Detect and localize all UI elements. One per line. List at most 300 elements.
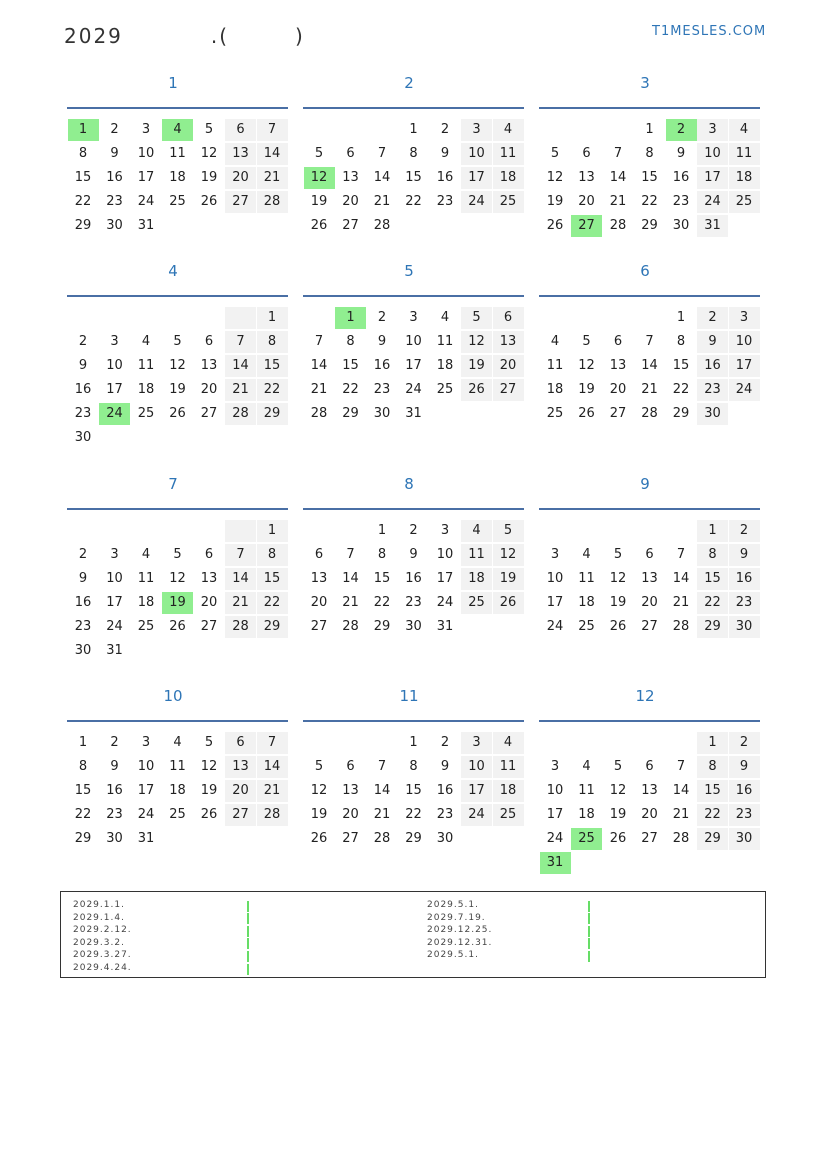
day-cell: 18 bbox=[137, 382, 155, 397]
day-cell: 6 bbox=[613, 334, 623, 349]
day-cell: 27 bbox=[342, 218, 359, 233]
day-cell: 11 bbox=[493, 143, 524, 165]
day-cell: 9 bbox=[409, 547, 418, 562]
day-cell: 20 bbox=[310, 595, 328, 610]
day-cell: 22 bbox=[405, 194, 422, 209]
day-cell: 25 bbox=[461, 592, 492, 614]
day-cell: 4 bbox=[550, 334, 560, 349]
day-cell: 7 bbox=[676, 759, 686, 774]
day-cell: 30 bbox=[672, 218, 690, 233]
day-cell: 27 bbox=[225, 191, 256, 213]
day-cell: 26 bbox=[169, 406, 186, 421]
day-cell: 9 bbox=[729, 756, 760, 778]
day-cell: 23 bbox=[729, 804, 760, 826]
holiday-date: 2029.1.4. bbox=[73, 912, 125, 923]
day-cell: 14 bbox=[342, 571, 359, 586]
day-cell: 20 bbox=[225, 167, 256, 189]
day-cell: 24 bbox=[697, 191, 728, 213]
site-logo-link[interactable]: T1MESLES.COM bbox=[652, 24, 767, 39]
day-cell: 13 bbox=[342, 170, 359, 185]
day-cell: 10 bbox=[729, 331, 760, 353]
day-cell: 28 bbox=[609, 218, 627, 233]
day-cell: 5 bbox=[461, 307, 492, 329]
day-cell: 5 bbox=[204, 122, 214, 137]
holiday-list bbox=[60, 891, 766, 978]
day-cell: 8 bbox=[257, 331, 288, 353]
day-cell: 12 bbox=[304, 167, 335, 189]
day-cell: 30 bbox=[74, 643, 92, 658]
day-cell: 5 bbox=[613, 759, 623, 774]
month-divider bbox=[539, 295, 760, 297]
day-cell: 9 bbox=[697, 331, 728, 353]
day-cell: 4 bbox=[582, 759, 591, 774]
month-divider bbox=[539, 107, 760, 109]
day-cell: 13 bbox=[225, 756, 256, 778]
day-cell: 7 bbox=[314, 334, 324, 349]
day-cell: 2 bbox=[110, 735, 119, 750]
day-cell: 16 bbox=[405, 571, 422, 586]
day-cell: 21 bbox=[257, 780, 288, 802]
day-cell: 30 bbox=[106, 218, 123, 233]
day-cell: 21 bbox=[342, 595, 359, 610]
day-cell: 25 bbox=[493, 804, 524, 826]
day-cell: 27 bbox=[609, 406, 627, 421]
day-cell: 24 bbox=[461, 191, 492, 213]
day-cell: 27 bbox=[342, 831, 359, 846]
day-cell: 14 bbox=[310, 358, 328, 373]
day-cell: 20 bbox=[493, 355, 524, 377]
holiday-marker bbox=[247, 913, 249, 924]
day-cell: 3 bbox=[550, 547, 560, 562]
day-cell: 2 bbox=[666, 119, 697, 141]
day-cell: 23 bbox=[106, 807, 123, 822]
month-divider bbox=[303, 720, 524, 722]
day-cell: 4 bbox=[141, 547, 151, 562]
day-cell: 21 bbox=[609, 194, 627, 209]
month-divider bbox=[67, 295, 288, 297]
day-cell: 15 bbox=[74, 783, 92, 798]
day-cell: 26 bbox=[200, 194, 218, 209]
day-cell: 1 bbox=[377, 523, 387, 538]
day-cell: 13 bbox=[225, 143, 256, 165]
day-cell: 5 bbox=[493, 520, 524, 542]
day-cell: 29 bbox=[405, 831, 422, 846]
day-cell: 15 bbox=[672, 358, 690, 373]
day-cell: 26 bbox=[169, 619, 186, 634]
day-cell: 17 bbox=[546, 807, 564, 822]
holiday-date: 2029.7.19. bbox=[427, 912, 486, 923]
month-title: 12 bbox=[635, 687, 655, 705]
month-title: 4 bbox=[168, 262, 178, 280]
day-cell: 28 bbox=[373, 831, 391, 846]
day-cell: 27 bbox=[641, 831, 658, 846]
holiday-marker bbox=[588, 901, 590, 912]
day-cell: 1 bbox=[409, 122, 418, 137]
holiday-date: 2029.4.24. bbox=[73, 963, 132, 973]
day-cell: 20 bbox=[342, 194, 359, 209]
day-cell: 17 bbox=[461, 167, 492, 189]
day-cell: 16 bbox=[106, 783, 123, 798]
day-cell: 11 bbox=[137, 571, 155, 586]
day-cell: 1 bbox=[645, 122, 654, 137]
day-cell: 30 bbox=[697, 403, 728, 425]
holiday-marker bbox=[588, 951, 590, 962]
day-cell: 10 bbox=[697, 143, 728, 165]
day-cell: 27 bbox=[641, 619, 658, 634]
holiday-marker bbox=[247, 926, 249, 937]
month-divider bbox=[303, 295, 524, 297]
day-cell: 12 bbox=[461, 331, 492, 353]
day-cell: 10 bbox=[106, 358, 123, 373]
day-cell: 18 bbox=[578, 807, 595, 822]
day-cell: 14 bbox=[257, 143, 288, 165]
day-cell: 2 bbox=[377, 310, 387, 325]
day-cell: 25 bbox=[137, 406, 155, 421]
month-divider bbox=[539, 720, 760, 722]
day-cell: 28 bbox=[672, 831, 690, 846]
day-cell: 25 bbox=[137, 619, 155, 634]
day-cell: 22 bbox=[74, 807, 92, 822]
day-cell: 20 bbox=[200, 595, 218, 610]
day-cell: 25 bbox=[169, 194, 186, 209]
day-cell: 29 bbox=[373, 619, 391, 634]
day-cell: 2 bbox=[110, 122, 119, 137]
day-cell: 8 bbox=[409, 146, 418, 161]
day-cell: 18 bbox=[169, 783, 186, 798]
day-cell: 3 bbox=[409, 310, 418, 325]
month-title: 9 bbox=[640, 475, 650, 493]
day-cell: 22 bbox=[257, 379, 288, 401]
day-cell: 9 bbox=[377, 334, 387, 349]
day-cell: 23 bbox=[672, 194, 690, 209]
day-cell: 22 bbox=[74, 194, 92, 209]
day-cell: 19 bbox=[200, 783, 218, 798]
day-cell: 7 bbox=[645, 334, 654, 349]
day-cell: 3 bbox=[110, 334, 119, 349]
day-cell: 29 bbox=[641, 218, 658, 233]
day-cell: 6 bbox=[346, 759, 355, 774]
day-cell: 29 bbox=[342, 406, 359, 421]
day-cell: 17 bbox=[436, 571, 454, 586]
day-cell: 26 bbox=[609, 831, 627, 846]
day-cell: 11 bbox=[493, 756, 524, 778]
page-title: 2029 .( ) bbox=[64, 24, 305, 48]
day-cell: 13 bbox=[200, 571, 218, 586]
day-cell: 4 bbox=[729, 119, 760, 141]
day-cell: 21 bbox=[373, 807, 391, 822]
day-cell: 6 bbox=[582, 146, 591, 161]
day-cell: 11 bbox=[169, 146, 186, 161]
day-cell: 19 bbox=[578, 382, 595, 397]
day-cell: 2 bbox=[440, 735, 450, 750]
day-cell: 23 bbox=[729, 592, 760, 614]
day-cell: 8 bbox=[645, 146, 654, 161]
day-cell: 24 bbox=[405, 382, 422, 397]
day-cell: 3 bbox=[550, 759, 560, 774]
day-cell: 5 bbox=[173, 547, 182, 562]
day-cell: 17 bbox=[137, 783, 155, 798]
day-cell: 25 bbox=[729, 191, 760, 213]
day-cell: 15 bbox=[257, 568, 288, 590]
day-cell: 17 bbox=[461, 780, 492, 802]
holiday-date: 2029.12.25. bbox=[427, 925, 493, 936]
day-cell: 1 bbox=[68, 119, 99, 141]
day-cell: 15 bbox=[405, 170, 422, 185]
day-cell: 6 bbox=[314, 547, 324, 562]
day-cell: 10 bbox=[436, 547, 454, 562]
day-cell: 26 bbox=[461, 379, 492, 401]
day-cell: 15 bbox=[697, 568, 728, 590]
day-cell: 23 bbox=[405, 595, 422, 610]
empty-weekend-cell bbox=[225, 520, 256, 542]
day-cell: 21 bbox=[641, 382, 658, 397]
day-cell: 27 bbox=[571, 215, 602, 237]
day-cell: 9 bbox=[676, 146, 686, 161]
day-cell: 24 bbox=[436, 595, 454, 610]
day-cell: 11 bbox=[578, 571, 595, 586]
day-cell: 29 bbox=[672, 406, 690, 421]
day-cell: 28 bbox=[373, 218, 391, 233]
day-cell: 6 bbox=[204, 334, 214, 349]
day-cell: 9 bbox=[78, 571, 88, 586]
holiday-marker bbox=[247, 964, 249, 975]
day-cell: 3 bbox=[461, 732, 492, 754]
holiday-marker bbox=[588, 926, 590, 937]
day-cell: 31 bbox=[405, 406, 422, 421]
day-cell: 14 bbox=[225, 355, 256, 377]
day-cell: 17 bbox=[729, 355, 760, 377]
day-cell: 9 bbox=[440, 146, 450, 161]
day-cell: 23 bbox=[74, 406, 92, 421]
day-cell: 1 bbox=[257, 307, 288, 329]
day-cell: 19 bbox=[162, 592, 193, 614]
day-cell: 13 bbox=[342, 783, 359, 798]
day-cell: 10 bbox=[461, 756, 492, 778]
day-cell: 7 bbox=[377, 759, 387, 774]
month-divider bbox=[67, 508, 288, 510]
day-cell: 18 bbox=[729, 167, 760, 189]
day-cell: 8 bbox=[697, 544, 728, 566]
day-cell: 1 bbox=[78, 735, 88, 750]
day-cell: 23 bbox=[436, 807, 454, 822]
day-cell: 3 bbox=[697, 119, 728, 141]
day-cell: 18 bbox=[169, 170, 186, 185]
holiday-date: 2029.2.12. bbox=[73, 925, 132, 936]
day-cell: 20 bbox=[578, 194, 595, 209]
empty-weekend-cell bbox=[225, 307, 256, 329]
day-cell: 18 bbox=[461, 568, 492, 590]
day-cell: 20 bbox=[609, 382, 627, 397]
day-cell: 26 bbox=[578, 406, 595, 421]
day-cell: 23 bbox=[106, 194, 123, 209]
day-cell: 16 bbox=[729, 568, 760, 590]
day-cell: 30 bbox=[74, 430, 92, 445]
day-cell: 30 bbox=[729, 616, 760, 638]
holiday-marker bbox=[247, 901, 249, 912]
day-cell: 22 bbox=[373, 595, 391, 610]
day-cell: 24 bbox=[546, 619, 564, 634]
holiday-marker bbox=[588, 938, 590, 949]
day-cell: 4 bbox=[582, 547, 591, 562]
day-cell: 22 bbox=[342, 382, 359, 397]
holiday-marker bbox=[247, 951, 249, 962]
day-cell: 22 bbox=[641, 194, 658, 209]
day-cell: 28 bbox=[225, 616, 256, 638]
day-cell: 5 bbox=[314, 146, 324, 161]
day-cell: 7 bbox=[225, 544, 256, 566]
day-cell: 9 bbox=[110, 759, 119, 774]
month-divider bbox=[303, 107, 524, 109]
day-cell: 28 bbox=[342, 619, 359, 634]
day-cell: 31 bbox=[106, 643, 123, 658]
day-cell: 2 bbox=[409, 523, 418, 538]
day-cell: 19 bbox=[310, 194, 328, 209]
day-cell: 25 bbox=[571, 828, 602, 850]
day-cell: 27 bbox=[493, 379, 524, 401]
day-cell: 23 bbox=[74, 619, 92, 634]
day-cell: 17 bbox=[106, 382, 123, 397]
day-cell: 9 bbox=[440, 759, 450, 774]
day-cell: 24 bbox=[546, 831, 564, 846]
day-cell: 1 bbox=[697, 520, 728, 542]
day-cell: 4 bbox=[461, 520, 492, 542]
day-cell: 8 bbox=[676, 334, 686, 349]
day-cell: 7 bbox=[225, 331, 256, 353]
month-title: 7 bbox=[168, 475, 178, 493]
day-cell: 24 bbox=[137, 807, 155, 822]
day-cell: 14 bbox=[672, 571, 690, 586]
day-cell: 14 bbox=[257, 756, 288, 778]
day-cell: 15 bbox=[641, 170, 658, 185]
day-cell: 14 bbox=[373, 783, 391, 798]
day-cell: 22 bbox=[697, 804, 728, 826]
day-cell: 18 bbox=[493, 780, 524, 802]
day-cell: 20 bbox=[641, 807, 658, 822]
day-cell: 5 bbox=[204, 735, 214, 750]
day-cell: 19 bbox=[200, 170, 218, 185]
month-divider bbox=[539, 508, 760, 510]
day-cell: 26 bbox=[310, 831, 328, 846]
day-cell: 7 bbox=[676, 547, 686, 562]
day-cell: 15 bbox=[373, 571, 391, 586]
day-cell: 13 bbox=[609, 358, 627, 373]
day-cell: 1 bbox=[335, 307, 366, 329]
day-cell: 30 bbox=[436, 831, 454, 846]
day-cell: 13 bbox=[641, 783, 658, 798]
day-cell: 28 bbox=[257, 191, 288, 213]
day-cell: 18 bbox=[436, 358, 454, 373]
day-cell: 4 bbox=[440, 310, 450, 325]
day-cell: 27 bbox=[310, 619, 328, 634]
day-cell: 31 bbox=[436, 619, 454, 634]
month-title: 10 bbox=[163, 687, 183, 705]
day-cell: 14 bbox=[641, 358, 658, 373]
day-cell: 2 bbox=[440, 122, 450, 137]
day-cell: 29 bbox=[74, 831, 92, 846]
day-cell: 13 bbox=[200, 358, 218, 373]
day-cell: 21 bbox=[310, 382, 328, 397]
day-cell: 2 bbox=[697, 307, 728, 329]
day-cell: 5 bbox=[550, 146, 560, 161]
day-cell: 7 bbox=[613, 146, 623, 161]
day-cell: 5 bbox=[314, 759, 324, 774]
day-cell: 4 bbox=[493, 732, 524, 754]
day-cell: 10 bbox=[405, 334, 422, 349]
day-cell: 19 bbox=[609, 595, 627, 610]
day-cell: 3 bbox=[141, 735, 151, 750]
day-cell: 13 bbox=[641, 571, 658, 586]
day-cell: 3 bbox=[110, 547, 119, 562]
day-cell: 3 bbox=[141, 122, 151, 137]
day-cell: 24 bbox=[729, 379, 760, 401]
day-cell: 21 bbox=[373, 194, 391, 209]
day-cell: 18 bbox=[546, 382, 564, 397]
day-cell: 18 bbox=[493, 167, 524, 189]
day-cell: 27 bbox=[200, 619, 218, 634]
holiday-date: 2029.12.31. bbox=[427, 937, 493, 948]
day-cell: 12 bbox=[200, 146, 218, 161]
day-cell: 1 bbox=[257, 520, 288, 542]
day-cell: 18 bbox=[137, 595, 155, 610]
day-cell: 27 bbox=[225, 804, 256, 826]
day-cell: 22 bbox=[672, 382, 690, 397]
day-cell: 13 bbox=[493, 331, 524, 353]
day-cell: 31 bbox=[137, 831, 155, 846]
day-cell: 4 bbox=[173, 735, 182, 750]
day-cell: 9 bbox=[78, 358, 88, 373]
day-cell: 10 bbox=[461, 143, 492, 165]
month-title: 11 bbox=[399, 687, 419, 705]
holiday-marker bbox=[247, 938, 249, 949]
day-cell: 23 bbox=[436, 194, 454, 209]
day-cell: 2 bbox=[78, 547, 88, 562]
day-cell: 17 bbox=[106, 595, 123, 610]
day-cell: 13 bbox=[310, 571, 328, 586]
day-cell: 12 bbox=[310, 783, 328, 798]
day-cell: 30 bbox=[106, 831, 123, 846]
holiday-date: 2029.1.1. bbox=[73, 900, 125, 910]
day-cell: 12 bbox=[546, 170, 564, 185]
day-cell: 10 bbox=[137, 759, 155, 774]
day-cell: 25 bbox=[436, 382, 454, 397]
day-cell: 4 bbox=[141, 334, 151, 349]
day-cell: 10 bbox=[106, 571, 123, 586]
day-cell: 7 bbox=[257, 119, 288, 141]
day-cell: 11 bbox=[729, 143, 760, 165]
day-cell: 12 bbox=[609, 571, 627, 586]
day-cell: 11 bbox=[169, 759, 186, 774]
day-cell: 8 bbox=[78, 146, 88, 161]
day-cell: 31 bbox=[137, 218, 155, 233]
day-cell: 25 bbox=[578, 619, 595, 634]
day-cell: 29 bbox=[697, 616, 728, 638]
day-cell: 19 bbox=[609, 807, 627, 822]
day-cell: 11 bbox=[137, 358, 155, 373]
day-cell: 2 bbox=[78, 334, 88, 349]
day-cell: 16 bbox=[74, 595, 92, 610]
day-cell: 20 bbox=[200, 382, 218, 397]
day-cell: 17 bbox=[137, 170, 155, 185]
day-cell: 14 bbox=[225, 568, 256, 590]
day-cell: 21 bbox=[257, 167, 288, 189]
day-cell: 22 bbox=[257, 592, 288, 614]
day-cell: 6 bbox=[225, 732, 256, 754]
day-cell: 3 bbox=[440, 523, 450, 538]
day-cell: 29 bbox=[697, 828, 728, 850]
day-cell: 16 bbox=[672, 170, 690, 185]
day-cell: 30 bbox=[729, 828, 760, 850]
day-cell: 12 bbox=[169, 358, 186, 373]
